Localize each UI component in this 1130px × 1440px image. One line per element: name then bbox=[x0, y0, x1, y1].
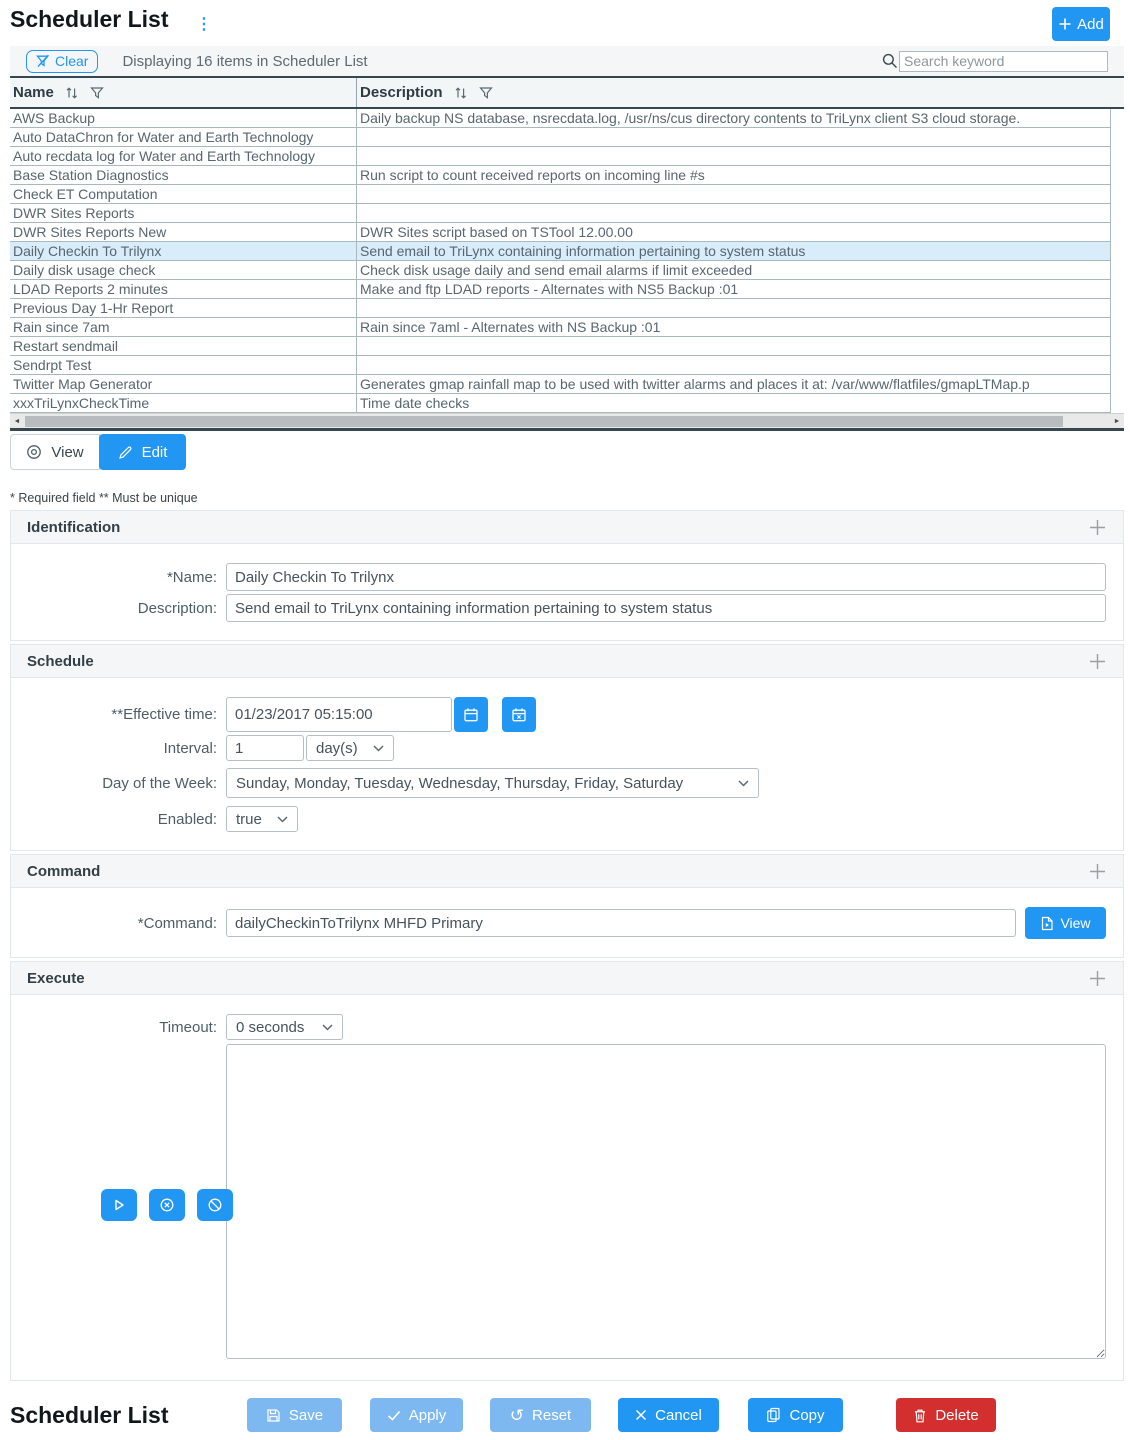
row-name-cell[interactable]: Previous Day 1-Hr Report bbox=[10, 299, 357, 317]
command-header[interactable] bbox=[11, 855, 1123, 888]
effective-time-input[interactable] bbox=[226, 697, 452, 732]
row-name-cell[interactable]: xxxTriLynxCheckTime bbox=[10, 394, 357, 412]
row-description-cell[interactable] bbox=[357, 185, 1124, 203]
column-header-description[interactable] bbox=[357, 78, 1124, 107]
row-name-cell[interactable]: Restart sendmail bbox=[10, 337, 357, 355]
interval-input[interactable] bbox=[226, 735, 304, 761]
cancel-button-label: Cancel bbox=[655, 1406, 702, 1424]
execute-actions bbox=[101, 1189, 233, 1221]
play-icon bbox=[111, 1197, 127, 1213]
command-title: Command bbox=[27, 862, 101, 880]
page-title: Scheduler List bbox=[10, 6, 169, 32]
row-description-cell[interactable]: Send email to TriLynx containing information pertaining to system status bbox=[360, 243, 806, 259]
calendar-icon bbox=[463, 707, 479, 723]
row-name-cell[interactable]: DWR Sites Reports New bbox=[10, 223, 357, 241]
scroll-right-arrow-icon[interactable]: ► bbox=[1113, 417, 1121, 425]
expand-plus-icon[interactable] bbox=[1088, 652, 1107, 671]
row-name-cell[interactable]: Auto recdata log for Water and Earth Technology bbox=[10, 147, 357, 165]
name-input[interactable] bbox=[226, 563, 1106, 591]
table-row[interactable] bbox=[10, 375, 1124, 394]
scheduler-table-body bbox=[10, 109, 1124, 413]
row-name-cell[interactable]: Base Station Diagnostics bbox=[10, 166, 357, 184]
search-input[interactable] bbox=[899, 51, 1108, 72]
table-row[interactable] bbox=[10, 166, 1124, 185]
identification-title: Identification bbox=[27, 518, 121, 536]
search-area bbox=[882, 51, 1108, 72]
row-description-cell[interactable]: Generates gmap rainfall map to be used with twitter alarms and places it at: /var/www/flatfiles/gmapLTMap.p bbox=[360, 376, 1030, 392]
calendar-pick-button[interactable] bbox=[454, 697, 488, 732]
table-row[interactable] bbox=[10, 204, 1124, 223]
timeout-label: Timeout: bbox=[159, 1018, 217, 1036]
delete-button-label: Delete bbox=[935, 1406, 979, 1424]
scheduler-grid bbox=[10, 46, 1124, 431]
scroll-left-arrow-icon[interactable]: ◄ bbox=[13, 417, 21, 425]
day-of-week-select[interactable] bbox=[226, 768, 759, 798]
execute-body bbox=[11, 995, 1123, 1380]
table-row[interactable] bbox=[10, 337, 1124, 356]
row-description-cell[interactable] bbox=[357, 337, 1124, 355]
enabled-value: true bbox=[236, 810, 262, 828]
x-icon bbox=[635, 1409, 647, 1421]
table-row[interactable] bbox=[10, 128, 1124, 147]
eye-icon bbox=[26, 444, 42, 460]
filter-off-icon bbox=[36, 54, 50, 68]
enabled-label: Enabled: bbox=[157, 810, 217, 828]
schedule-body bbox=[11, 678, 1123, 850]
expand-plus-icon[interactable] bbox=[1088, 518, 1107, 537]
row-name-cell[interactable]: LDAD Reports 2 minutes bbox=[10, 280, 357, 298]
filter-icon[interactable] bbox=[90, 86, 104, 100]
row-description-cell[interactable] bbox=[357, 147, 1124, 165]
table-row[interactable] bbox=[10, 318, 1124, 337]
view-command-button[interactable] bbox=[1025, 907, 1106, 939]
clear-filter-button[interactable] bbox=[26, 50, 98, 73]
name-label: *Name: bbox=[166, 568, 217, 586]
row-name-cell[interactable]: Twitter Map Generator bbox=[10, 375, 357, 393]
view-edit-tabbar bbox=[10, 434, 1130, 470]
row-name-cell[interactable]: AWS Backup bbox=[10, 109, 357, 127]
section-execute bbox=[10, 961, 1124, 1381]
add-button[interactable] bbox=[1052, 7, 1110, 41]
grid-toolbar bbox=[10, 46, 1124, 76]
row-description-cell[interactable] bbox=[357, 356, 1124, 374]
schedule-header[interactable] bbox=[11, 645, 1123, 678]
table-row[interactable] bbox=[10, 147, 1124, 166]
filter-icon[interactable] bbox=[479, 86, 493, 100]
horizontal-scrollbar-thumb[interactable] bbox=[25, 416, 1063, 427]
copy-button[interactable] bbox=[748, 1398, 843, 1432]
table-row[interactable] bbox=[10, 109, 1124, 128]
check-icon bbox=[387, 1410, 401, 1421]
interval-label: Interval: bbox=[163, 739, 217, 757]
calendar-clear-button[interactable] bbox=[502, 697, 536, 732]
tab-edit[interactable] bbox=[99, 434, 186, 470]
chevron-down-icon bbox=[373, 745, 384, 752]
interval-unit-select[interactable] bbox=[306, 735, 394, 761]
top-bar bbox=[0, 0, 1130, 46]
footer-bar bbox=[10, 1398, 1130, 1432]
tab-view[interactable] bbox=[10, 434, 100, 470]
command-body bbox=[11, 888, 1123, 957]
circle-slash-icon bbox=[207, 1197, 223, 1213]
grid-status-text: Displaying 16 items in Scheduler List bbox=[122, 52, 368, 70]
row-name-cell[interactable]: Check ET Computation bbox=[10, 185, 357, 203]
description-column-label: Description bbox=[360, 84, 443, 101]
row-name-cell[interactable]: DWR Sites Reports bbox=[10, 204, 357, 222]
disable-button[interactable] bbox=[197, 1189, 233, 1221]
delete-button[interactable] bbox=[896, 1398, 996, 1432]
row-name-cell[interactable]: Daily Checkin To Trilynx bbox=[10, 242, 357, 260]
plus-icon bbox=[1058, 17, 1072, 31]
required-note: * Required field ** Must be unique bbox=[10, 491, 198, 505]
row-name-cell[interactable]: Rain since 7am bbox=[10, 318, 357, 336]
table-row[interactable] bbox=[10, 242, 1124, 261]
command-input[interactable] bbox=[226, 909, 1016, 937]
row-name-cell[interactable]: Sendrpt Test bbox=[10, 356, 357, 374]
trash-icon bbox=[913, 1408, 927, 1423]
sort-icon[interactable] bbox=[454, 86, 468, 100]
timeout-value: 0 seconds bbox=[236, 1018, 305, 1036]
column-header-name[interactable] bbox=[10, 78, 357, 107]
run-button[interactable] bbox=[101, 1189, 137, 1221]
effective-time-label: **Effective time: bbox=[111, 706, 217, 723]
command-label: *Command: bbox=[137, 914, 217, 932]
row-name-cell[interactable]: Daily disk usage check bbox=[10, 261, 357, 279]
view-command-label: View bbox=[1060, 915, 1091, 931]
identification-header[interactable] bbox=[11, 511, 1123, 544]
row-description-cell[interactable] bbox=[357, 204, 1124, 222]
table-row[interactable] bbox=[10, 261, 1124, 280]
circle-x-icon bbox=[159, 1197, 175, 1213]
enabled-select[interactable] bbox=[226, 806, 298, 832]
table-row[interactable] bbox=[10, 299, 1124, 318]
table-row[interactable] bbox=[10, 280, 1124, 299]
expand-plus-icon[interactable] bbox=[1088, 862, 1107, 881]
vertical-scrollbar[interactable] bbox=[1110, 109, 1124, 413]
row-description-cell[interactable]: Daily backup NS database, nsrecdata.log, /usr/ns/cus directory contents to TriLynx client S3 cloud storage. bbox=[360, 110, 1021, 126]
add-button-label: Add bbox=[1077, 15, 1104, 33]
table-row[interactable] bbox=[10, 185, 1124, 204]
chevron-down-icon bbox=[277, 816, 288, 823]
search-icon bbox=[882, 53, 898, 69]
row-description-cell[interactable]: Rain since 7aml - Alternates with NS Backup :01 bbox=[360, 319, 661, 335]
reset-button-label: Reset bbox=[532, 1406, 572, 1424]
footer-title: Scheduler List bbox=[10, 1401, 169, 1428]
pencil-icon bbox=[118, 445, 133, 460]
horizontal-scrollbar[interactable] bbox=[10, 413, 1124, 428]
apply-button-label: Apply bbox=[408, 1406, 447, 1424]
expand-plus-icon[interactable] bbox=[1088, 969, 1107, 988]
stop-button[interactable] bbox=[149, 1189, 185, 1221]
copy-button-label: Copy bbox=[789, 1406, 825, 1424]
copy-icon bbox=[766, 1407, 781, 1423]
apply-button[interactable] bbox=[370, 1398, 463, 1432]
table-row[interactable] bbox=[10, 356, 1124, 375]
save-button-label: Save bbox=[288, 1406, 324, 1424]
row-description-cell[interactable]: Time date checks bbox=[360, 395, 470, 411]
chevron-down-icon bbox=[738, 780, 749, 787]
day-of-week-label: Day of the Week: bbox=[102, 774, 217, 792]
save-button[interactable] bbox=[247, 1398, 342, 1432]
table-header bbox=[10, 76, 1124, 109]
section-identification bbox=[10, 510, 1124, 641]
sort-icon[interactable] bbox=[65, 86, 79, 100]
execute-output-textarea[interactable] bbox=[226, 1044, 1106, 1359]
row-description-cell[interactable] bbox=[357, 299, 1124, 317]
row-description-cell[interactable]: Make and ftp LDAD reports - Alternates with NS5 Backup :01 bbox=[360, 281, 739, 297]
description-input[interactable] bbox=[226, 594, 1106, 622]
kebab-menu-icon[interactable]: ⋮ bbox=[196, 16, 212, 33]
row-description-cell[interactable]: Check disk usage daily and send email alarms if limit exceeded bbox=[360, 262, 753, 278]
save-icon bbox=[266, 1408, 281, 1423]
name-column-label: Name bbox=[13, 84, 54, 101]
table-row[interactable] bbox=[10, 223, 1124, 242]
section-command bbox=[10, 854, 1124, 958]
timeout-select[interactable] bbox=[226, 1014, 343, 1040]
reset-button[interactable] bbox=[490, 1398, 591, 1432]
row-description-cell[interactable] bbox=[357, 128, 1124, 146]
interval-unit-value: day(s) bbox=[316, 739, 358, 757]
reset-icon: ↺ bbox=[509, 1405, 525, 1425]
tab-edit-label: Edit bbox=[141, 443, 168, 461]
table-row[interactable] bbox=[10, 394, 1124, 413]
day-of-week-value: Sunday, Monday, Tuesday, Wednesday, Thursday, Friday, Saturday bbox=[236, 774, 684, 792]
clear-button-label: Clear bbox=[55, 53, 89, 69]
row-description-cell[interactable]: Run script to count received reports on incoming line #s bbox=[360, 167, 705, 183]
tab-view-label: View bbox=[51, 443, 84, 461]
row-name-cell[interactable]: Auto DataChron for Water and Earth Technology bbox=[10, 128, 357, 146]
row-description-cell[interactable]: DWR Sites script based on TSTool 12.00.00 bbox=[360, 224, 633, 240]
execute-header[interactable] bbox=[11, 962, 1123, 995]
chevron-down-icon bbox=[322, 1024, 333, 1031]
calendar-x-icon bbox=[511, 707, 527, 723]
execute-title: Execute bbox=[27, 969, 85, 987]
description-label: Description: bbox=[137, 599, 217, 617]
file-play-icon bbox=[1040, 916, 1054, 931]
cancel-button[interactable] bbox=[618, 1398, 719, 1432]
schedule-title: Schedule bbox=[27, 652, 94, 670]
identification-body bbox=[11, 544, 1123, 640]
section-schedule bbox=[10, 644, 1124, 851]
